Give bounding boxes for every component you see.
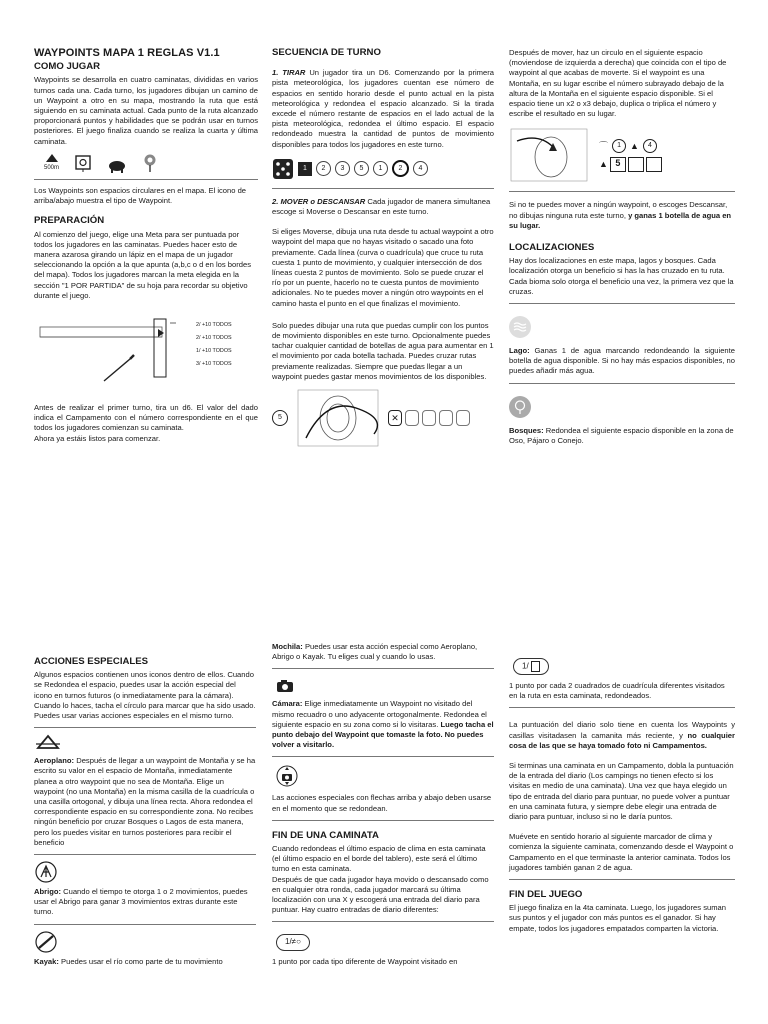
- kayak-title: Kayak:: [34, 956, 59, 966]
- track-number: 1: [378, 165, 383, 173]
- divider: [272, 820, 494, 821]
- page-title: WAYPOINTS MAPA 1 REGLAS V1.1: [34, 47, 220, 59]
- track-step: [298, 162, 312, 176]
- preparacion-text-2: Antes de realizar el primer turno, tira un d6. El valor del dado indica el Campamento con el número correspondiente en el que todos los jugadores comienzan su caminata.: [34, 403, 258, 433]
- forest-icon: [509, 396, 531, 418]
- mountain-track-box: 5: [610, 157, 626, 172]
- divider: [34, 924, 256, 925]
- trophy-icon: [143, 153, 157, 173]
- divider: [34, 854, 256, 855]
- track-number: 1: [303, 164, 307, 172]
- abrigo-text: [34, 887, 256, 918]
- mountain-height-label: 500m: [44, 164, 60, 171]
- water-bottle-crossed: ✕: [388, 410, 402, 426]
- terrain-map-example: [509, 127, 589, 183]
- abrigo-icon: [34, 861, 58, 883]
- descansar-text: Solo puedes dibujar una ruta que puedas cumplir con los puntos de movimiento disponibles en este turno. Opcionalmente puedes tachar cualquier cantidad de botellas de agua para aumentar en 1 el movimiento por cada botella tachada. Puedes cruzar rutas previamente realizadas. Siempre que puedas llegar a un waypoint puedes gastar menos movimientos de los disponibles.: [272, 320, 494, 381]
- lago-text: [509, 346, 735, 377]
- bosques-title: Bosques:: [509, 425, 544, 435]
- puntuacion-body: La puntuación del diario solo tiene en cuenta los Waypoints y casillas visitadasen la camanita más reciente, y: [509, 720, 735, 740]
- abrigo-title: Abrigo:: [34, 887, 61, 897]
- goal-option-bonus: +10 TODOS: [202, 348, 232, 355]
- weather-track-example: [272, 158, 494, 180]
- scoring-track-example: [599, 139, 662, 172]
- camara-title: Cámara:: [272, 699, 303, 709]
- no-mover-text: [509, 200, 735, 231]
- goal-option: [196, 345, 232, 358]
- grid-icon: [531, 661, 540, 672]
- column-1-top: [34, 48, 258, 450]
- bosques-text: [509, 426, 735, 446]
- step-2-text: [272, 197, 494, 217]
- track-number: 3: [340, 165, 345, 173]
- diary-entry-grid-text: 1 punto por cada 2 cuadrados de cuadrícula diferentes visitados en la ruta en esta caminata, redondeados.: [509, 681, 725, 701]
- fin-juego-heading: FIN DEL JUEGO: [509, 889, 583, 901]
- track-step: [316, 161, 331, 176]
- column-2-bottom: [272, 642, 494, 973]
- goal-option-bonus: +10 TODOS: [202, 361, 232, 368]
- no-mover-bold: y ganas 1 botella de agua en su lugar.: [509, 210, 732, 230]
- waypoint-track-circle: 4: [643, 139, 657, 153]
- mountain-track-box: [628, 157, 644, 172]
- track-number: 2: [321, 165, 326, 173]
- camara-text: [272, 699, 494, 750]
- dice-icon: [272, 158, 294, 180]
- goal-option-bonus: +10 TODOS: [202, 335, 232, 342]
- diary-entry-waypoints-text: 1 punto por cada tipo diferente de Waypoint visitado en: [272, 956, 458, 966]
- preparation-diagram: [34, 315, 258, 395]
- kayak-icon: [34, 931, 58, 953]
- goal-option: [196, 319, 232, 332]
- aeroplano-text: [34, 756, 256, 848]
- goal-option: [196, 332, 232, 345]
- fin-caminata-heading: FIN DE UNA CAMINATA: [272, 829, 379, 841]
- localizaciones-heading: LOCALIZACIONES: [509, 242, 595, 254]
- diary-entry-grid-icon: [513, 658, 549, 675]
- flechas-text: Las acciones especiales con flechas arriba y abajo deben usarse en el momento que se redondean.: [272, 793, 492, 813]
- route-map-example: [296, 388, 380, 448]
- divider: [34, 727, 256, 728]
- preparacion-heading: PREPARACIÓN: [34, 215, 105, 227]
- column-3-top: [509, 48, 735, 452]
- como-jugar-text: Waypoints se desarrolla en cuatro caminatas, divididas en varios turnos cada una. Cada turno, los jugadores dibujan un camino de un Waypoint a otro en su mapa, mostrando la ruta que está siguiendo en su caminata actual. Cada punto de la ruta alcanzado proporcionará puntos y habilidades que se podrán usar en turnos posteriores. El juego finaliza cuando se realiza la cuarta y última caminata.: [34, 75, 258, 146]
- abrigo-body: Cuando el tiempo te otorga 1 o 2 movimientos, puedes usar el Abrigo para ganar 3 movimientos extras durante este turno.: [34, 887, 248, 917]
- aeroplano-body: Después de llegar a un waypoint de Montaña y se ha escrito su valor en el espacio de Montaña, inmediatamente planea a otro waypoint que no sea de Montaña. Elige un waypoint (no una Montaña) en la misma casilla de la cuadrícula o una casilla ortogonal, y dibuja una línea recta. Ahora redondea el correspondiente espacio en su correspondiente zona. No recibes ningún beneficio por cruzar Bosques o Lagos de esta manera, pero los puedes visitar en turnos posteriores para recibir el beneficio: [34, 756, 256, 847]
- puntuacion-text: [509, 720, 735, 751]
- movement-example-diagram: [272, 388, 494, 448]
- mover-text: Si eliges Moverse, dibuja una ruta desde tu actual waypoint a otro waypoint del mapa que no hayas visitado o sacado una foto previamente. Cada línea (curva o cuadrícula) que cruce tu ruta cuesta 1 punto de movimiento, y cualquier intersección de dos líneas cuesta 2 puntos de movimiento. Solo se puede cruzar el río por un puente, hacerlo no te cuesta puntos de movimiento adicionales. No te puedes mover a ningún otro waypoints en el camino hasta el punto en el que finalizas el movimiento.: [272, 227, 494, 308]
- track-step: [413, 161, 428, 176]
- mountain-icon: ▲: [599, 159, 608, 170]
- water-bottle: [405, 410, 419, 426]
- divider: [509, 191, 735, 192]
- divider: [272, 921, 494, 922]
- camera-icon: [75, 155, 91, 173]
- track-step: [335, 161, 350, 176]
- column-2-top: [272, 48, 494, 448]
- goal-option-score: 1/: [196, 348, 201, 355]
- waypoint-type-icons: [44, 153, 258, 173]
- column-3-bottom: [509, 656, 735, 940]
- acciones-text: Algunos espacios contienen unos iconos dentro de ellos. Cuando se Redondea el espacio, puedes usar la acción especial del icono en turnos futuros (o inmediatamente para la cámara). Cuando lo haces, tacha el círculo para marcar que ha sido usado. Puedes usar varias acciones especiales en el mismo turno.: [34, 670, 256, 721]
- camara-bold: Luego tacha el punto debajo del Waypoint que tomaste la foto. No puedes volver a visitarlo.: [272, 719, 494, 750]
- preparacion-text: Al comienzo del juego, elige una Meta para ser puntuada por todos los jugadores en las caminatas. Puedes hacer esto de manera azarosa girando un lápiz en el mapa de un jugador seleccionando la opción a la que apunta (a,b,c o d en los bordes del mapa). Todos los jugadores marcan la meta elegida en la sección "1 POR PARTIDA" de su hoja para recordar su objetivo durante el juego.: [34, 229, 251, 300]
- mueve-text: Muévete en sentido horario al siguiente marcador de clima y comienza la siguiente caminata, comenzando desde el Waypoint o Campamento en el que terminaste la anterior caminata. Todos los jugadores también ganan 2 de agua.: [509, 832, 734, 872]
- movement-points-circle: [272, 410, 288, 426]
- track-step: [373, 161, 388, 176]
- step-1-text: [272, 68, 494, 150]
- step-2-body: Cada jugador de manera simultanea escoge si Moverse o Descansar en este turno.: [272, 196, 491, 217]
- scoring-intro-text: Después de mover, haz un circulo en el siguiente espacio (moviendose de izquierda a derecha) que coincida con el tipo de waypoint al que acabas de moverte. Si el waypoint es una Montaña, en su lugar escribe el número subrayado debajo de la altura de la Montaña en el siguiente espacio disponible. Si el espacio tiene un x2 o x3 debajo, duplica o triplica el número y escribe el resultado en su lugar.: [509, 48, 727, 119]
- campamento-text: Si terminas una caminata en un Campamento, dobla la puntuación de la entrada del diario (Los campings no tienen efecto si los visitas en medio de una caminata). Una vez que haya elegido un tipo de entrada del diario para puntuar, no puede volver a puntuar en una caminata futura, y siempre debe elegir una entrada de diario para puntuar, incluso si no le daría puntos.: [509, 761, 734, 822]
- track-number: 2: [398, 165, 403, 173]
- diary-entry-grid-label: 1/: [522, 661, 529, 671]
- step-2-title: 2. MOVER o DESCANSAR: [272, 196, 366, 206]
- water-bottle: [439, 410, 453, 426]
- goal-option-score: 3/: [196, 361, 201, 368]
- track-number: 4: [418, 165, 423, 173]
- track-step: [354, 161, 369, 176]
- localizaciones-text: Hay dos localizaciones en este mapa, lagos y bosques. Cada localización otorga un beneficio si has la has cruzado en tu ruta.: [509, 256, 725, 276]
- movement-points-value: 5: [278, 414, 282, 422]
- divider: [272, 188, 494, 189]
- camara-body: Elige inmediatamente un Waypoint no visitado del mismo recuadro o uno adyacente ortogonalmente. Redondea el siguiente espacio en su zona como si lo visitaras.: [272, 699, 487, 729]
- waypoints-description: Los Waypoints son espacios circulares en el mapa. El icono de arriba/abajo muestra el tipo de Waypoint.: [34, 186, 247, 206]
- no-mover-body: Si no te puedes mover a ningún waypoint, o escoges Descansar, no dibujas ninguna ruta este turno,: [509, 200, 728, 220]
- divider: [509, 383, 735, 384]
- divider: [34, 179, 258, 180]
- step-1-body: Un jugador tira un D6. Comenzando por la primera pista meteorológica, los jugadores cuentan ese número de espacios en sentido horario desde el punto actual en la pista meteorológica y redondea el espacio alcanzado. Si la tirada excede el número restante de espacios en el lado actual de la pista meteorológica, redondea el último espacio. El espacio redondeado muestra la cantidad de puntos de movimiento disponibles para todos los jugadores en este turno.: [272, 68, 494, 149]
- puntuacion-bold: no cualquier cosa de las que se haya tomado foto ni Campamentos.: [509, 730, 735, 750]
- goal-option: [196, 358, 232, 371]
- water-bottle: [456, 410, 470, 426]
- mountain-track-row: [599, 157, 662, 172]
- secuencia-heading: SECUENCIA DE TURNO: [272, 47, 381, 58]
- preparacion-text-3: Ahora ya estáis listos para comenzar.: [34, 433, 161, 443]
- column-1-bottom: [34, 657, 256, 973]
- bosques-body: Redondea el siguiente espacio disponible en la zona de Oso, Pájaro o Conejo.: [509, 425, 734, 445]
- goal-option-score: 2/: [196, 335, 201, 342]
- goal-option-score: 2/: [196, 322, 201, 329]
- mountain-icon: [44, 153, 59, 173]
- mountain-icon: ▲: [630, 140, 639, 151]
- kayak-body: Puedes usar el río como parte de tu movimiento: [61, 956, 223, 966]
- up-down-camera-icon: [276, 765, 298, 787]
- lake-icon: [509, 316, 531, 338]
- mochila-body: Puedes usar esta acción especial como Aeroplano, Abrigo o Kayak. Tu eliges cual y cuando lo usas.: [272, 642, 478, 662]
- aeroplano-title: Aeroplano:: [34, 756, 75, 766]
- fin-caminata-text-2: Después de que cada jugador haya movido o descansado como en cualquier otra ronda, cada jugador marcará su última localización con una X y escogerá una entrada del diario para puntuar. Hay cuatro entradas de diario diferentes:: [272, 874, 489, 915]
- waypoint-track-circle: 1: [612, 139, 626, 153]
- kayak-text: [34, 957, 256, 967]
- divider: [509, 303, 735, 304]
- divider: [509, 879, 735, 880]
- divider: [272, 668, 494, 669]
- diary-entry-waypoints-icon: 1/≠○: [276, 934, 310, 950]
- acciones-heading: ACCIONES ESPECIALES: [34, 656, 149, 667]
- fin-caminata-text: Cuando redondeas el último espacio de clima en esta caminata (el último espacio en el borde del tablero), este será el último turno en esta caminata.: [272, 844, 486, 874]
- step-1-title: 1. TIRAR: [272, 68, 306, 78]
- divider: [272, 756, 494, 757]
- water-bottle: [422, 410, 436, 426]
- aeroplano-icon: [36, 734, 60, 750]
- track-number: 5: [359, 165, 364, 173]
- fin-juego-text: El juego finaliza en la 4ta caminata. Luego, los jugadores suman sus puntos y el jugador con más puntos es el ganador. Si hay empate, todos los jugadores empatados comparten la victoria.: [509, 903, 726, 933]
- como-jugar-heading: COMO JUGAR: [34, 61, 101, 73]
- lago-body: Ganas 1 de agua marcando redondeando la siguiente botella de agua disponible. Si no hay más espacios disponibles, no puedes añadir más agua.: [509, 346, 735, 376]
- camera-icon: [276, 679, 294, 693]
- mountain-track-box: [646, 157, 662, 172]
- lago-title: Lago:: [509, 346, 530, 356]
- track-step-selected: [392, 160, 409, 177]
- goal-options: [196, 319, 232, 371]
- mochila-text: [272, 642, 494, 662]
- goal-option-bonus: +10 TODOS: [202, 322, 232, 329]
- waypoint-track-row: [599, 139, 662, 153]
- mountain-scoring-diagram: [509, 127, 735, 183]
- mochila-title: Mochila:: [272, 642, 303, 651]
- localizaciones-text-2: Cada bioma solo otorga el beneficio una vez, la primera vez que la cruzas.: [509, 276, 734, 296]
- bear-icon: [107, 159, 127, 173]
- bird-icon: ⌒: [599, 140, 609, 151]
- water-bottles-example: [388, 410, 470, 426]
- divider: [509, 707, 735, 708]
